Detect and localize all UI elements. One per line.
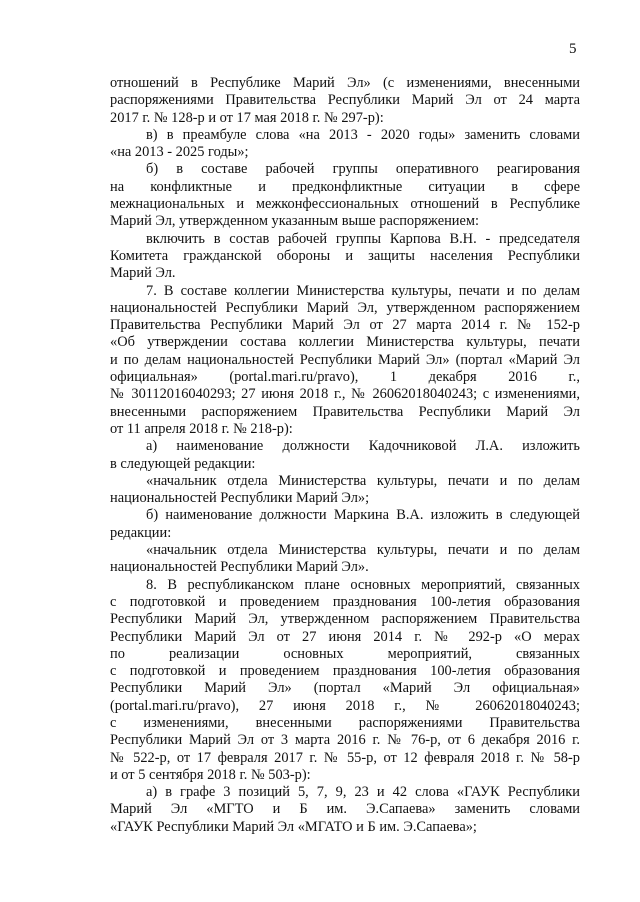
text-line: «ГАУК Республики Марий Эл «МГАТО и Б им. Э.Сапаева»; — [110, 818, 477, 835]
text-line: а) наименование должности Кадочниковой Л.А. изложить — [146, 438, 580, 455]
text-line: Правительства Республики Марий Эл от 27 марта 2014 г. № 152-р — [110, 317, 580, 334]
text-line: внесенными распоряжением Правительства Республики Марий Эл — [110, 403, 580, 420]
text-line: редакции: — [110, 524, 172, 541]
text-line: Марий Эл. — [110, 265, 176, 282]
text-line: в следующей редакции: — [110, 455, 256, 472]
text-line: Республики Марий Эл от 3 марта 2016 г. № 76-р, от 6 декабря 2016 г. — [110, 732, 580, 749]
text-line: «начальник отдела Министерства культуры, печати и по делам — [146, 472, 580, 489]
text-line: отношений в Республике Марий Эл» (с изменениями, внесенными — [110, 75, 580, 91]
text-line: 2017 г. № 128-р и от 17 мая 2018 г. № 297-р): — [110, 109, 384, 126]
text-line: № 522-р, от 17 февраля 2017 г. № 55-р, от 12 февраля 2018 г. № 58-р — [110, 749, 580, 766]
text-line: с подготовкой и проведением празднования 100-летия образования — [110, 593, 580, 610]
text-line: межнациональных и межконфессиональных отношений в Республике — [110, 196, 580, 213]
document-body — [110, 75, 580, 836]
text-line: Марий Эл «МГТО и Б им. Э.Сапаева» заменить словами — [110, 801, 580, 818]
text-line: Комитета гражданской обороны и защиты населения Республики — [110, 247, 580, 264]
text-line: с подготовкой и проведением празднования 100-летия образования — [110, 663, 580, 680]
text-line: Республики Марий Эл от 27 июня 2014 г. № 292-р «О мерах — [110, 628, 580, 645]
text-line: «на 2013 - 2025 годы»; — [110, 144, 249, 161]
text-line: а) в графе 3 позиций 5, 7, 9, 23 и 42 слова «ГАУК Республики — [146, 784, 580, 801]
text-line: национальностей Республики Марий Эл»; — [110, 490, 370, 507]
text-line: 8. В республиканском плане основных мероприятий, связанных — [146, 576, 580, 593]
text-line: включить в состав рабочей группы Карпова В.Н. - председателя — [146, 230, 580, 247]
text-line: Республики Марий Эл, утвержденном распоряжением Правительства — [110, 611, 580, 628]
text-line: с изменениями, внесенными распоряжениями Правительства — [110, 714, 580, 731]
text-line: б) наименование должности Маркина В.А. изложить в следующей — [146, 507, 580, 524]
text-line: (portal.mari.ru/pravo), 27 июня 2018 г., № 26062018040243; — [110, 697, 580, 714]
text-line: б) в составе рабочей группы оперативного реагирования — [146, 161, 580, 178]
text-line: распоряжениями Правительства Республики Марий Эл от 24 марта — [110, 92, 580, 109]
text-line: № 30112016040293; 27 июня 2018 г., № 26062018040243; с изменениями, — [110, 386, 580, 403]
text-line: Марий Эл, утвержденном указанным выше распоряжением: — [110, 213, 479, 230]
text-line: официальная» (portal.mari.ru/pravo), 1 декабря 2016 г., — [110, 369, 580, 386]
text-line: «Об утверждении состава коллегии Министерства культуры, печати — [110, 334, 580, 351]
text-line: «начальник отдела Министерства культуры, печати и по делам — [146, 542, 580, 559]
text-line: национальностей Республики Марий Эл, утвержденном распоряжением — [110, 299, 580, 316]
text-line: 7. В составе коллегии Министерства культуры, печати и по делам — [146, 282, 580, 299]
text-line: на конфликтные и предконфликтные ситуации в сфере — [110, 178, 580, 195]
text-line: и от 5 сентября 2018 г. № 503-р): — [110, 766, 311, 783]
text-line: национальностей Республики Марий Эл». — [110, 559, 369, 576]
text-line: и по делам национальностей Республики Марий Эл» (портал «Марий Эл — [110, 351, 580, 368]
text-line: по реализации основных мероприятий, связанных — [110, 645, 580, 662]
text-line: от 11 апреля 2018 г. № 218-р): — [110, 420, 293, 437]
page-number: 5 — [569, 41, 577, 57]
text-line: Республики Марий Эл» (портал «Марий Эл официальная» — [110, 680, 580, 697]
text-line: в) в преамбуле слова «на 2013 - 2020 годы» заменить словами — [146, 126, 580, 143]
